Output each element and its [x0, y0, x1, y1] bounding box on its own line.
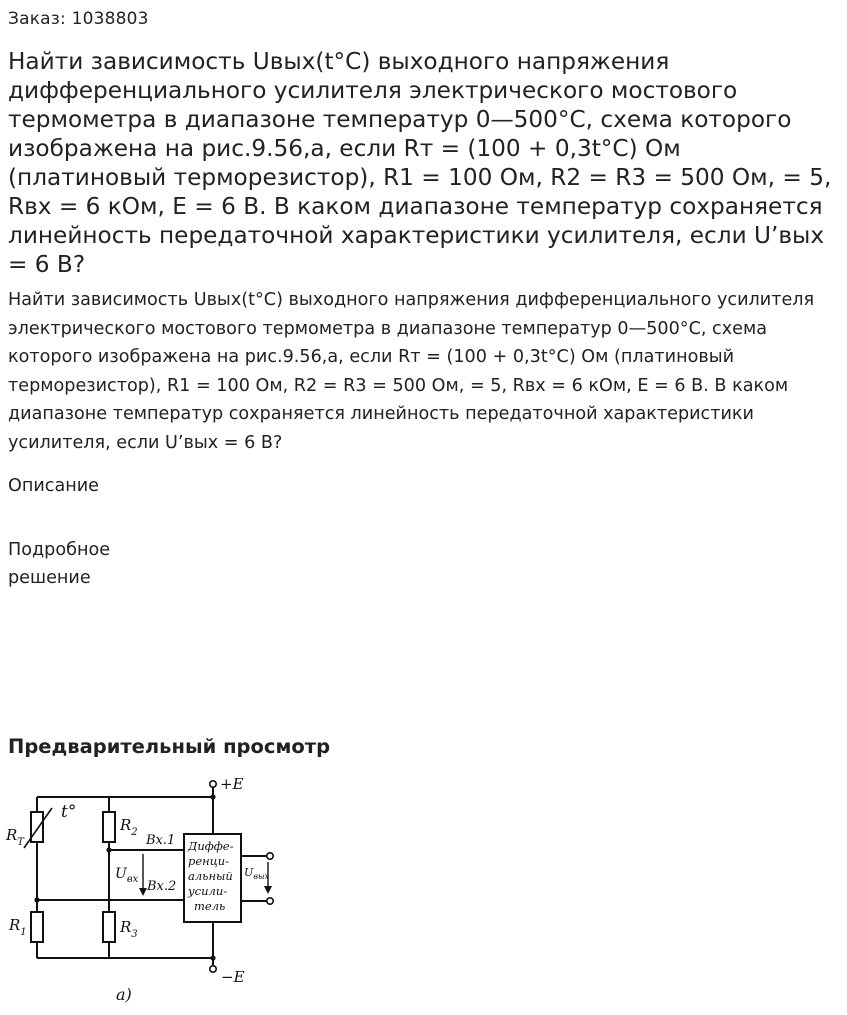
svg-text:усили-: усили-: [188, 884, 228, 898]
svg-text:Диффе-: Диффе-: [188, 839, 234, 853]
output-terminal-top: [267, 853, 273, 859]
resistor-rt: [31, 812, 43, 842]
figure-caption: а): [116, 985, 132, 1004]
minus-e-terminal: [210, 966, 216, 972]
task-text: Найти зависимость Uвых(t°C) выходного напряжения дифференциального усилителя электрического мостового термометра в диапазоне температур 0—500°С, схема которого изображена на рис.9.56,а, если Rт = (100 + 0,3t°C) Ом (платиновый терморезистор), R1 = 100 Ом, R2 = R3 = 500 Ом, = 5, Rвх = 6 кОм, Е = 6 В. В каком диапазоне температур сохраняется линейность передаточной характеристики усилителя, если U’вых = 6 В?: [8, 290, 815, 453]
circuit-diagram: [0, 770, 300, 1010]
r2-label: $R_2$: [120, 816, 138, 838]
input2-label: Вх.2: [147, 879, 177, 894]
plus-e-terminal: [210, 781, 216, 787]
description-label: Описание: [8, 476, 100, 496]
r1-label: $R_1$: [9, 916, 27, 938]
svg-text:ренци-: ренци-: [188, 854, 230, 868]
output-terminal-bottom: [267, 898, 273, 904]
resistor-r3: [103, 912, 115, 942]
r3-label: $R_3$: [120, 918, 138, 940]
svg-text:тель: тель: [194, 899, 226, 913]
preview-heading: Предварительный просмотр: [8, 735, 331, 758]
minus-e-label: −E: [221, 968, 245, 986]
task-title: Найти зависимость Uвых(t°C) выходного напряжения дифференциального усилителя электрического мостового термометра в диапазоне температур 0—500°С, схема которого изображена на рис.9.56,а, если Rт = (100 + 0,3t°C) Ом (платиновый терморезистор), R1 = 100 Ом, R2 = R3 = 500 Ом, = 5, Rвх = 6 кОм, Е = 6 В. В каком диапазоне температур сохраняется линейность передаточной характеристики усилителя, если U’вых = 6 В?: [8, 48, 832, 278]
order-number: Заказ: 1038803: [8, 9, 149, 29]
plus-e-label: +E: [220, 775, 244, 793]
rt-label: $R_T$: [6, 826, 24, 848]
resistor-r1: [31, 912, 43, 942]
temperature-label: t°: [61, 802, 77, 822]
input-voltage-label: $U_{вх}$: [115, 866, 139, 885]
input1-label: Вх.1: [146, 833, 176, 848]
solution-label: Подробное решение: [8, 540, 111, 588]
output-voltage-label: $U_{вых}$: [244, 866, 269, 881]
svg-text:альный: альный: [188, 869, 233, 883]
resistor-r2: [103, 812, 115, 842]
